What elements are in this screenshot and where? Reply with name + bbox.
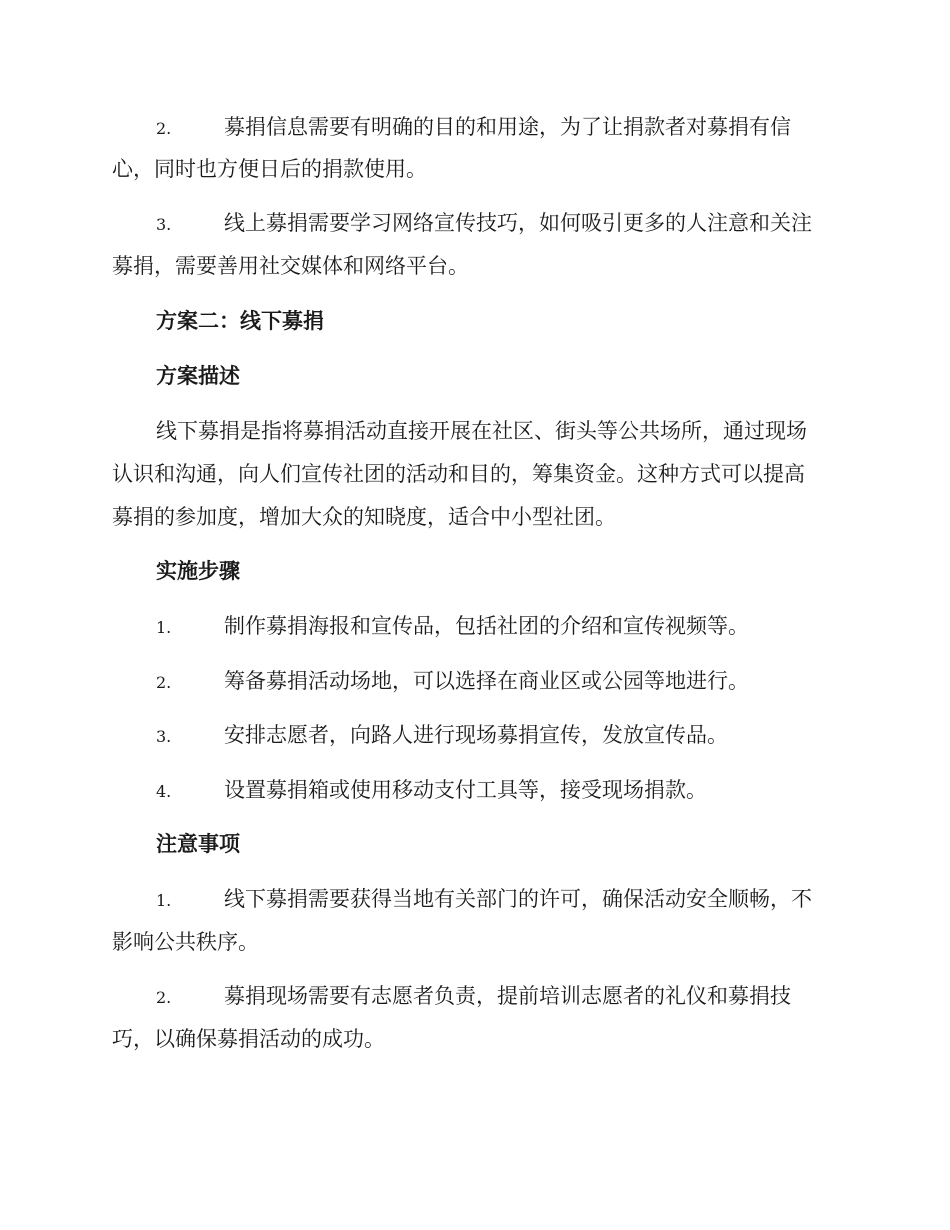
list-number: 2. [156, 119, 172, 138]
description-heading: 方案描述 [156, 363, 240, 388]
step-text: 制作募捐海报和宣传品，包括社团的介绍和宣传视频等。 [224, 614, 749, 638]
note-continuation: 巧，以确保募捐活动的成功。 [112, 1027, 385, 1051]
description-line: 线下募捐是指将募捐活动直接开展在社区、街头等公共场所，通过现场 [156, 419, 807, 443]
list-item-text: 募捐信息需要有明确的目的和用途，为了让捐款者对募捐有信 [224, 115, 791, 139]
step-text: 筹备募捐活动场地，可以选择在商业区或公园等地进行。 [224, 669, 749, 693]
step-text: 安排志愿者，向路人进行现场募捐宣传，发放宣传品。 [224, 723, 728, 747]
note-number: 2. [156, 988, 172, 1007]
list-item-continuation: 心，同时也方便日后的捐款使用。 [112, 157, 427, 181]
note-number: 1. [156, 891, 172, 910]
list-number: 3. [156, 215, 172, 234]
step-number: 2. [156, 673, 172, 692]
list-item-continuation: 募捐，需要善用社交媒体和网络平台。 [112, 254, 469, 278]
step-number: 1. [156, 618, 172, 637]
note-continuation: 影响公共秩序。 [112, 930, 259, 954]
steps-heading: 实施步骤 [156, 558, 240, 583]
note-text: 募捐现场需要有志愿者负责，提前培训志愿者的礼仪和募捐技 [224, 984, 791, 1008]
step-text: 设置募捐箱或使用移动支付工具等，接受现场捐款。 [224, 778, 707, 802]
list-item-text: 线上募捐需要学习网络宣传技巧，如何吸引更多的人注意和关注 [224, 211, 812, 235]
description-line: 认识和沟通，向人们宣传社团的活动和目的，筹集资金。这种方式可以提高 [112, 462, 805, 486]
notes-heading: 注意事项 [156, 831, 240, 856]
step-number: 3. [156, 727, 172, 746]
step-number: 4. [156, 782, 172, 801]
description-line: 募捐的参加度，增加大众的知晓度，适合中小型社团。 [112, 505, 616, 529]
plan-title: 方案二：线下募捐 [156, 308, 324, 333]
note-text: 线下募捐需要获得当地有关部门的许可，确保活动安全顺畅，不 [224, 887, 812, 911]
